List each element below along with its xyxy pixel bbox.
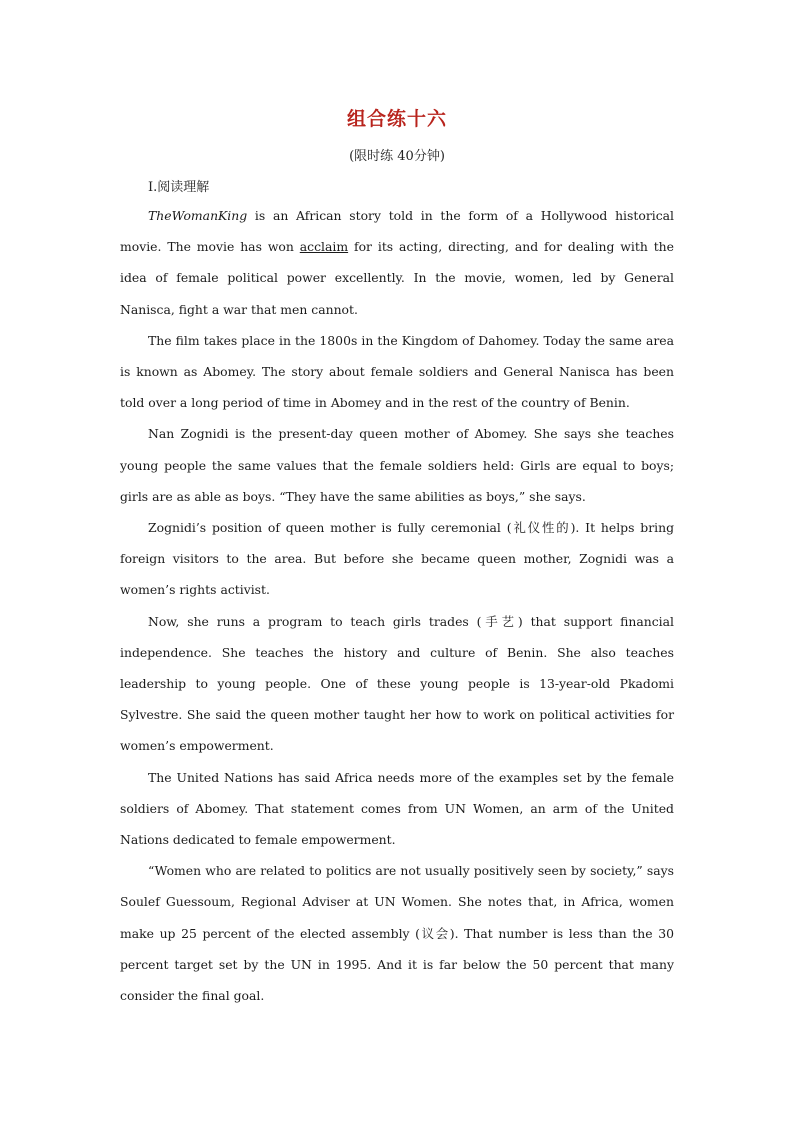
paragraph-1-text-a: is an African story told in the form of a Hollywood historical movie. The movie has won xyxy=(120,208,674,255)
paragraph-1-text-b: for its acting, directing, and for dealing with the idea of female political power excellently. In the movie, women, led by General Nanisca, fight a war that men cannot. xyxy=(120,239,674,317)
underlined-word-acclaim: acclaim xyxy=(299,239,349,255)
time-limit-subtitle: (限时练 40分钟) xyxy=(349,149,445,164)
passage-paragraph-2: The film takes place in the 1800s in the Kingdom of Dahomey. Today the same area is known as Abomey. The story about female soldiers and General Nanisca has been told over a long period of time in Abomey and in the rest of the country of Benin. xyxy=(120,332,674,411)
movie-title: TheWomanKing xyxy=(148,208,248,223)
passage-paragraph-1 xyxy=(120,200,674,325)
section-heading-reading: Ⅰ.阅读理解 xyxy=(148,180,210,195)
passage-paragraph-4: Zognidi’s position of queen mother is fully ceremonial (礼仪性的). It helps bring foreign visitors to the area. But before she became queen mother, Zognidi was a women’s rights activist. xyxy=(120,520,674,598)
reading-passage xyxy=(120,200,674,1011)
passage-paragraph-5: Now, she runs a program to teach girls trades (手艺) that support financial independence. She teaches the history and culture of Benin. She also teaches leadership to young people. One of these young people is 13-year-old Pkadomi Sylvestre. She said the queen mother taught her how to work on political activities for women’s empowerment. xyxy=(120,613,674,754)
passage-paragraph-3: Nan Zognidi is the present-day queen mother of Abomey. She says she teaches young people the same values that the female soldiers held: Girls are equal to boys; girls are as able as boys. “They have the same abilities as boys,” she says. xyxy=(120,426,674,504)
page-title: 组合练十六 xyxy=(346,108,447,130)
passage-paragraph-7: “Women who are related to politics are not usually positively seen by society,” says Soulef Guessoum, Regional Adviser at UN Women. She notes that, in Africa, women make up 25 percent of the elected assembly (议会). That number is less than the 30 percent target set by the UN in 1995. And it is far below the 50 percent that many consider the final goal. xyxy=(120,863,674,1004)
passage-paragraph-6: The United Nations has said Africa needs more of the examples set by the female soldiers of Abomey. That statement comes from UN Women, an arm of the United Nations dedicated to female empowerment. xyxy=(120,769,674,848)
